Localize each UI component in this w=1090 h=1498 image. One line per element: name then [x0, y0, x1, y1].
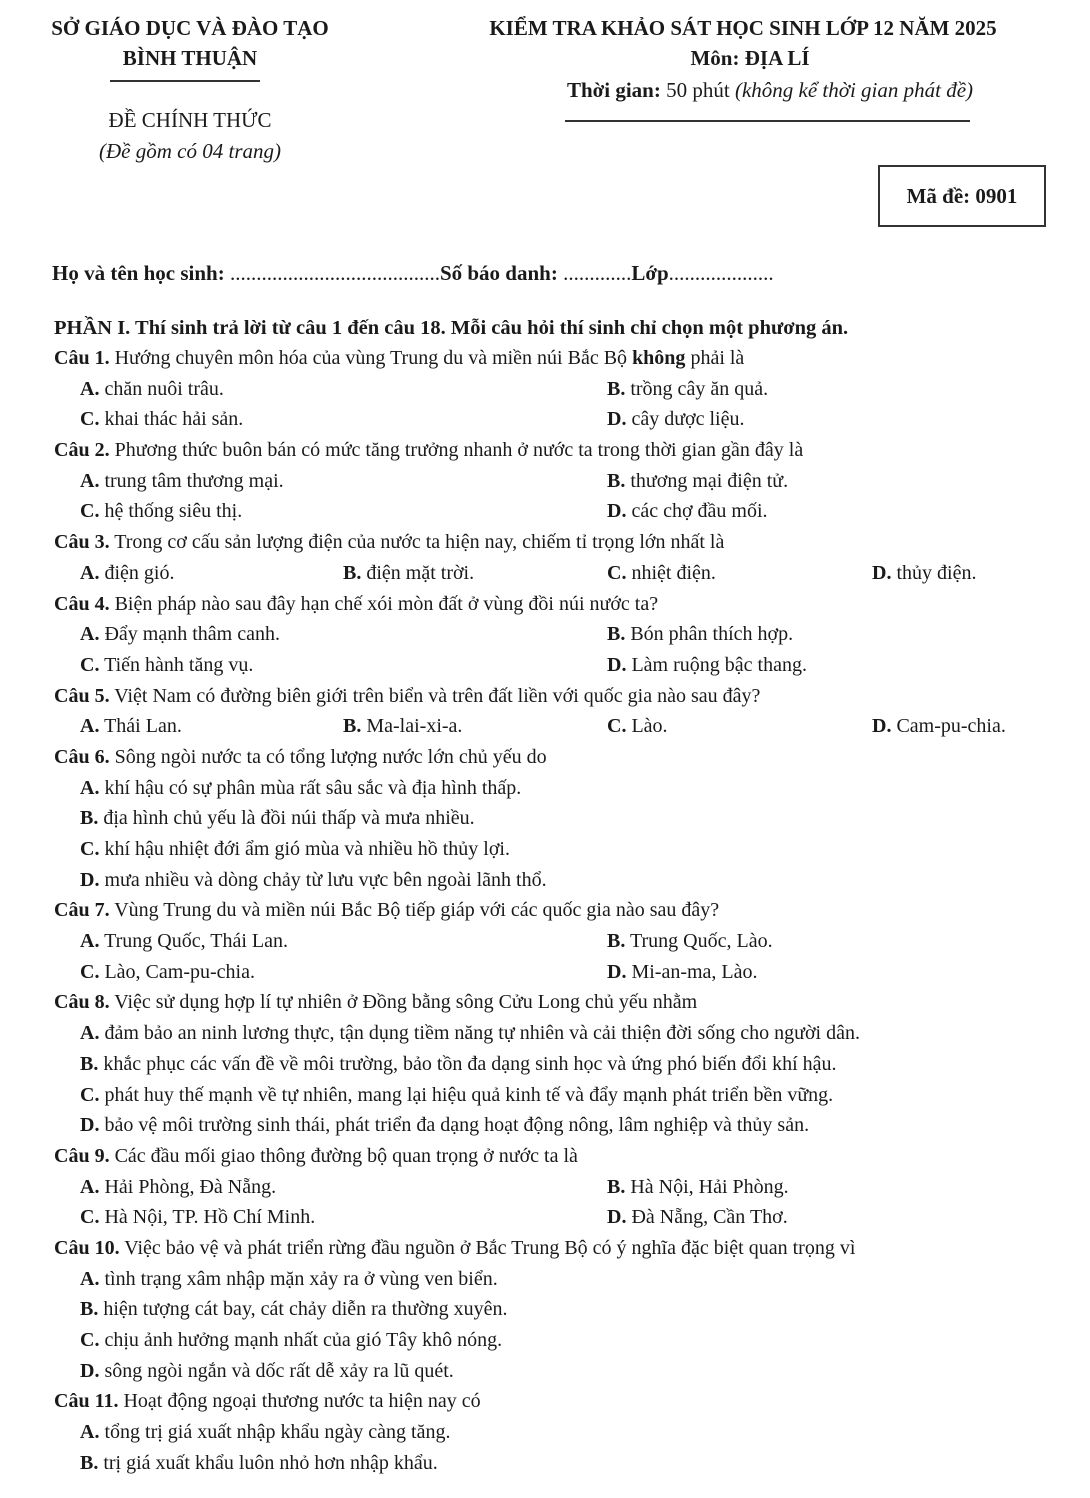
exam-time [500, 78, 1040, 103]
option-letter: A. [80, 561, 100, 584]
options-row [0, 1357, 1090, 1388]
question-2 [54, 436, 803, 464]
answer-option[interactable] [607, 927, 773, 955]
question-stem [0, 682, 1090, 713]
options-row [0, 405, 1090, 436]
answer-option[interactable] [80, 405, 243, 433]
option-text: khí hậu có sự phân mùa rất sâu sắc và địa hình thấp. [99, 776, 522, 799]
option-text: Thái Lan. [99, 715, 182, 738]
option-letter: D. [607, 653, 627, 676]
option-text: thủy điện. [891, 561, 977, 584]
option-text: các chợ đầu mối. [626, 500, 768, 523]
question-stem [0, 528, 1090, 559]
option-letter: A. [80, 1267, 100, 1290]
option-text: Bón phân thích hợp. [625, 623, 794, 646]
option-letter: D. [80, 1114, 100, 1137]
question-stem [0, 743, 1090, 774]
options-row [0, 835, 1090, 866]
answer-option[interactable] [80, 835, 510, 863]
option-letter: D. [607, 1206, 627, 1229]
question-text: Việt Nam có đường biên giới trên biển và trên đất liền với quốc gia nào sau đây? [109, 684, 761, 707]
answer-option[interactable] [872, 712, 1006, 740]
answer-option[interactable] [343, 712, 462, 740]
options-row [0, 1050, 1090, 1081]
question-6 [54, 743, 547, 771]
options-row [0, 559, 1090, 590]
answer-option[interactable] [80, 927, 288, 955]
option-letter: D. [607, 500, 627, 523]
question-5 [54, 682, 760, 710]
question-stem [0, 988, 1090, 1019]
option-letter: B. [80, 1298, 99, 1321]
candidate-number-blank: ............. [557, 261, 632, 285]
question-text: Hoạt động ngoại thương nước ta hiện nay có [118, 1390, 481, 1413]
option-text: khai thác hải sản. [99, 408, 244, 431]
answer-option[interactable] [80, 712, 182, 740]
option-text: chịu ảnh hưởng mạnh nhất của gió Tây khô nóng. [99, 1329, 503, 1351]
option-letter: C. [607, 715, 627, 738]
option-text: điện mặt trời. [361, 561, 475, 584]
option-text: nhiệt điện. [626, 561, 716, 584]
option-text: bảo vệ môi trường sinh thái, phát triển đa dạng hoạt động nông, lâm nghiệp và thủy sản. [99, 1114, 810, 1137]
options-row [0, 804, 1090, 835]
option-text: trồng cây ăn quả. [625, 377, 769, 400]
option-text: hiện tượng cát bay, cát chảy diễn ra thường xuyên. [98, 1298, 508, 1321]
option-letter: C. [607, 561, 627, 584]
option-letter: B. [607, 377, 626, 400]
option-text: sông ngòi ngắn và dốc rất dễ xảy ra lũ quét. [99, 1359, 454, 1382]
option-letter: C. [80, 1206, 100, 1229]
question-number: Câu 8. [54, 991, 110, 1014]
question-4 [54, 590, 658, 618]
question-text: Phương thức buôn bán có mức tăng trưởng nhanh ở nước ta trong thời gian gần đây là [109, 439, 804, 462]
question-text: Biện pháp nào sau đây hạn chế xói mòn đất ở vùng đồi núi nước ta? [109, 592, 659, 615]
options-row [0, 375, 1090, 406]
question-text: Trong cơ cấu sản lượng điện của nước ta hiện nay, chiếm tỉ trọng lớn nhất là [109, 531, 725, 554]
option-text: tình trạng xâm nhập mặn xảy ra ở vùng ven biển. [99, 1267, 498, 1290]
question-text: Việc bảo vệ và phát triển rừng đầu nguồn ở Bắc Trung Bộ có ý nghĩa đặc biệt quan trọng vì [119, 1236, 856, 1259]
question-stem [0, 590, 1090, 621]
option-letter: B. [343, 561, 362, 584]
question-text: không [632, 347, 686, 369]
option-text: Hà Nội, TP. Hồ Chí Minh. [99, 1206, 316, 1229]
question-1 [54, 344, 744, 372]
option-text: Trung Quốc, Lào. [625, 930, 773, 953]
option-letter: D. [607, 960, 627, 983]
question-number: Câu 11. [54, 1390, 119, 1413]
option-letter: A. [80, 930, 100, 953]
option-letter: C. [80, 960, 100, 983]
answer-option[interactable] [80, 620, 280, 648]
option-text: tổng trị giá xuất nhập khẩu ngày càng tăng. [99, 1421, 451, 1444]
option-text: điện gió. [99, 561, 175, 584]
options-row [0, 712, 1090, 743]
question-number: Câu 1. [54, 347, 110, 369]
option-text: Tiến hành tăng vụ. [99, 653, 254, 676]
option-letter: D. [872, 715, 892, 738]
question-number: Câu 10. [54, 1236, 120, 1259]
answer-option[interactable] [343, 559, 474, 587]
option-letter: A. [80, 776, 100, 799]
option-letter: C. [80, 500, 100, 523]
option-text: hệ thống siêu thị. [99, 500, 243, 523]
answer-option[interactable] [607, 958, 758, 986]
option-letter: D. [80, 1359, 100, 1382]
options-row [0, 1019, 1090, 1050]
answer-option[interactable] [607, 405, 745, 433]
answer-option[interactable] [80, 467, 284, 495]
options-row [0, 866, 1090, 897]
option-text: đảm bảo an ninh lương thực, tận dụng tiềm năng tự nhiên và cải thiện đời sống cho người dân. [99, 1022, 860, 1045]
question-stem [0, 344, 1090, 375]
part-1-instruction: PHẦN I. Thí sinh trả lời từ câu 1 đến câu 18. Mỗi câu hỏi thí sinh chỉ chọn một phương án. [54, 317, 849, 339]
answer-option[interactable] [872, 559, 976, 587]
option-letter: A. [80, 1421, 100, 1444]
question-8 [54, 988, 697, 1016]
options-row [0, 1203, 1090, 1234]
answer-option[interactable] [607, 1173, 789, 1201]
answer-option[interactable] [80, 1326, 502, 1354]
option-text: mưa nhiều và dòng chảy từ lưu vực bên ngoài lãnh thổ. [99, 868, 547, 891]
question-text: Vùng Trung du và miền núi Bắc Bộ tiếp giáp với các quốc gia nào sau đây? [109, 899, 720, 922]
option-letter: D. [607, 408, 627, 431]
option-letter: D. [872, 561, 892, 584]
question-stem [0, 1234, 1090, 1265]
options-row [0, 1326, 1090, 1357]
answer-option[interactable] [80, 1050, 837, 1078]
answer-option[interactable] [80, 804, 475, 832]
option-text: Đà Nẵng, Cần Thơ. [626, 1206, 788, 1229]
answer-option[interactable] [80, 1295, 508, 1323]
option-text: phát huy thế mạnh về tự nhiên, mang lại hiệu quả kinh tế và đẩy mạnh phát triển bền vững. [99, 1083, 834, 1106]
option-text: trị giá xuất khẩu luôn nhỏ hơn nhập khẩu. [98, 1451, 438, 1474]
option-letter: C. [80, 838, 100, 860]
options-row [0, 1295, 1090, 1326]
answer-option[interactable] [80, 497, 242, 525]
answer-option[interactable] [607, 467, 788, 495]
answer-option[interactable] [607, 651, 807, 679]
options-row [0, 651, 1090, 682]
answer-option[interactable] [80, 651, 253, 679]
option-text: địa hình chủ yếu là đồi núi thấp và mưa nhiều. [98, 807, 475, 830]
candidate-number-label: Số báo danh: [439, 261, 558, 285]
question-text: Việc sử dụng hợp lí tự nhiên ở Đồng bằng sông Cửu Long chủ yếu nhằm [109, 991, 698, 1014]
answer-option[interactable] [607, 559, 716, 587]
option-text: trung tâm thương mại. [99, 469, 284, 492]
answer-option[interactable] [80, 1019, 860, 1047]
option-text: khí hậu nhiệt đới ẩm gió mùa và nhiều hồ thủy lợi. [99, 838, 510, 860]
option-letter: C. [80, 408, 100, 431]
answer-option[interactable] [80, 1111, 809, 1139]
subject: Môn: ĐỊA LÍ [690, 46, 810, 70]
class-label: Lớp [631, 261, 669, 285]
department-name: SỞ GIÁO DỤC VÀ ĐÀO TẠO [51, 16, 329, 40]
question-number: Câu 4. [54, 592, 110, 615]
options-row [0, 467, 1090, 498]
question-number: Câu 6. [54, 745, 110, 768]
option-letter: D. [80, 868, 100, 891]
options-row [0, 1081, 1090, 1112]
option-text: chăn nuôi trâu. [99, 377, 224, 400]
time-label: Thời gian: [566, 78, 661, 102]
option-letter: A. [80, 623, 100, 646]
options-row [0, 1173, 1090, 1204]
option-text: Lào, Cam-pu-chia. [99, 960, 255, 983]
question-11 [54, 1387, 481, 1415]
answer-option[interactable] [80, 958, 255, 986]
answer-option[interactable] [80, 866, 547, 894]
exam-code: Mã đề: 0901 [906, 183, 1018, 208]
answer-option[interactable] [80, 1449, 438, 1477]
option-text: Cam-pu-chia. [891, 715, 1006, 738]
time-note: (không kể thời gian phát đề) [734, 78, 974, 102]
answer-option[interactable] [80, 1081, 833, 1109]
option-letter: C. [80, 1329, 100, 1351]
answer-option[interactable] [607, 375, 768, 403]
question-3 [54, 528, 724, 556]
answer-option[interactable] [80, 1418, 450, 1446]
options-row [0, 497, 1090, 528]
student-name-label: Họ và tên học sinh: [52, 261, 225, 285]
answer-option[interactable] [607, 620, 793, 648]
answer-option[interactable] [607, 497, 768, 525]
options-row [0, 958, 1090, 989]
option-letter: B. [80, 807, 99, 830]
options-row [0, 620, 1090, 651]
question-10 [54, 1234, 855, 1262]
option-text: cây dược liệu. [626, 408, 745, 431]
question-stem [0, 1142, 1090, 1173]
question-number: Câu 9. [54, 1144, 110, 1167]
question-number: Câu 3. [54, 531, 110, 554]
answer-option[interactable] [80, 559, 174, 587]
option-text: Mi-an-ma, Lào. [626, 960, 758, 983]
answer-option[interactable] [80, 774, 521, 802]
question-text: phải là [685, 347, 745, 369]
option-text: Lào. [626, 715, 668, 738]
exam-code-box [878, 165, 1046, 227]
option-text: Đẩy mạnh thâm canh. [99, 623, 280, 646]
question-7 [54, 896, 719, 924]
answer-option[interactable] [80, 1203, 315, 1231]
option-letter: A. [80, 715, 100, 738]
option-letter: B. [80, 1052, 99, 1075]
province-name: BÌNH THUẬN [122, 46, 258, 70]
options-row [0, 1449, 1090, 1480]
option-letter: C. [80, 1083, 100, 1106]
answer-option[interactable] [80, 1357, 454, 1385]
official-label: ĐỀ CHÍNH THỨC [108, 108, 272, 132]
answer-option[interactable] [80, 1265, 498, 1293]
option-letter: B. [607, 623, 626, 646]
options-row [0, 774, 1090, 805]
option-text: Hà Nội, Hải Phòng. [625, 1175, 789, 1198]
option-letter: A. [80, 1022, 100, 1045]
question-text: Hướng chuyên môn hóa của vùng Trung du và miền núi Bắc Bộ [109, 347, 633, 369]
option-text: thương mại điện tử. [625, 469, 789, 492]
options-row [0, 1418, 1090, 1449]
question-stem [0, 896, 1090, 927]
student-info-line [52, 261, 774, 286]
answer-option[interactable] [80, 375, 224, 403]
answer-option[interactable] [607, 1203, 788, 1231]
options-row [0, 927, 1090, 958]
header-divider-right [565, 120, 970, 122]
options-row [0, 1265, 1090, 1296]
answer-option[interactable] [80, 1173, 276, 1201]
option-letter: B. [343, 715, 362, 738]
option-letter: B. [607, 930, 626, 953]
option-letter: B. [607, 469, 626, 492]
option-text: Ma-lai-xi-a. [361, 715, 463, 738]
question-number: Câu 2. [54, 439, 110, 462]
option-text: Làm ruộng bậc thang. [626, 653, 807, 676]
exam-title: KIỂM TRA KHẢO SÁT HỌC SINH LỚP 12 NĂM 2025 [489, 16, 997, 40]
question-number: Câu 7. [54, 899, 110, 922]
option-letter: B. [607, 1175, 626, 1198]
question-list [0, 344, 1090, 1479]
question-text: Các đầu mối giao thông đường bộ quan trọng ở nước ta là [109, 1144, 578, 1167]
option-text: Hải Phòng, Đà Nẵng. [99, 1175, 277, 1198]
time-value: 50 phút [660, 78, 735, 102]
question-text: Sông ngòi nước ta có tổng lượng nước lớn chủ yếu do [109, 745, 547, 768]
page-count-note: (Đề gồm có 04 trang) [99, 139, 281, 163]
option-letter: A. [80, 1175, 100, 1198]
option-letter: A. [80, 377, 100, 400]
option-text: Trung Quốc, Thái Lan. [99, 930, 288, 953]
options-row [0, 1111, 1090, 1142]
question-stem [0, 436, 1090, 467]
option-letter: B. [80, 1451, 99, 1474]
option-letter: C. [80, 653, 100, 676]
option-letter: A. [80, 469, 100, 492]
header-divider-left [110, 80, 260, 82]
student-name-blank: ........................................ [224, 261, 440, 285]
answer-option[interactable] [607, 712, 668, 740]
question-stem [0, 1387, 1090, 1418]
question-9 [54, 1142, 578, 1170]
option-text: khắc phục các vấn đề về môi trường, bảo tồn đa dạng sinh học và ứng phó biến đổi khí hậu. [98, 1052, 837, 1075]
question-number: Câu 5. [54, 684, 110, 707]
class-blank: .................... [668, 261, 774, 285]
